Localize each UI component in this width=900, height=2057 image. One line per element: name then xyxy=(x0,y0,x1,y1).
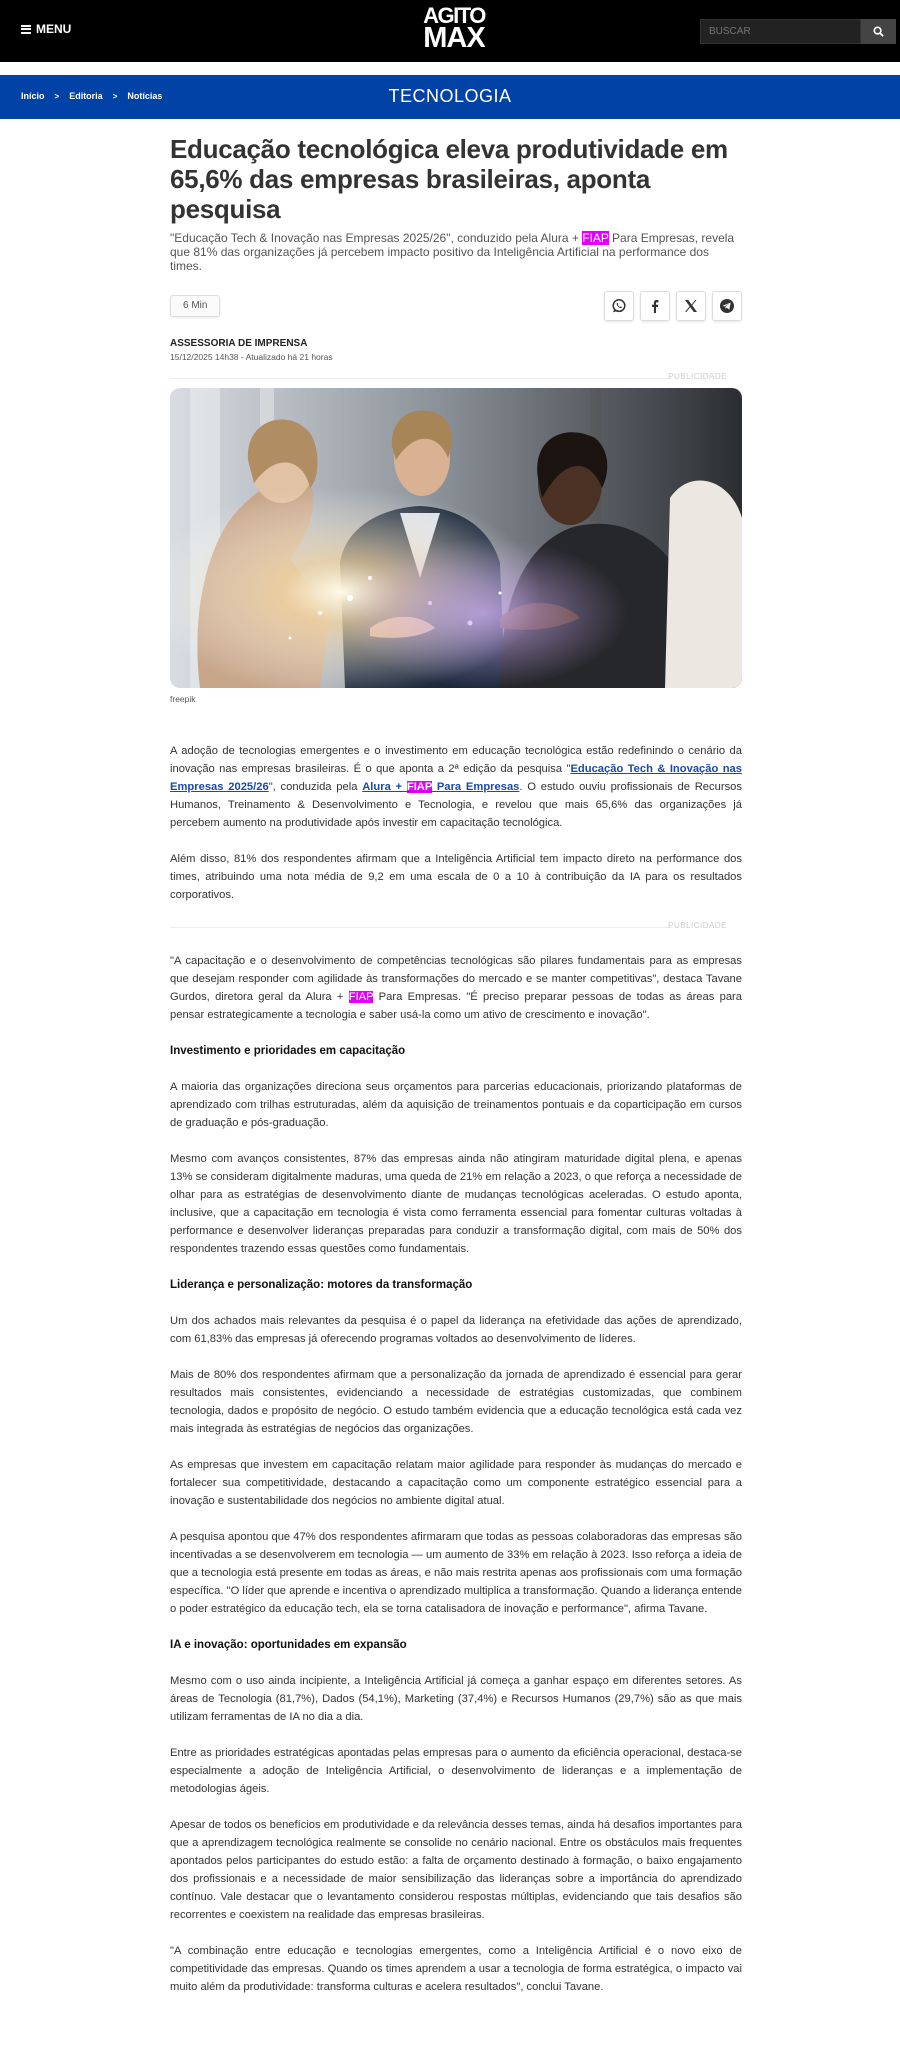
breadcrumb-separator: > xyxy=(112,91,118,101)
ad-slot xyxy=(170,920,742,936)
article-date: 15/12/2025 14h38 - Atualizado há 21 horas xyxy=(170,352,333,362)
logo-line-2: MAX xyxy=(423,22,485,54)
breadcrumb-home[interactable]: Início xyxy=(21,91,45,101)
share-facebook-button[interactable] xyxy=(640,291,670,321)
section-heading: Liderança e personalização: motores da transformação xyxy=(170,1279,473,1291)
section-title: TECNOLOGIA xyxy=(388,86,512,106)
hamburger-icon xyxy=(21,25,31,34)
breadcrumb-noticias[interactable]: Notícias xyxy=(127,91,163,101)
read-time-badge: 6 Min xyxy=(170,295,220,317)
hero-image xyxy=(170,388,742,688)
facebook-icon xyxy=(647,298,663,314)
section-heading: Investimento e prioridades em capacitação xyxy=(170,1045,406,1057)
article-body xyxy=(170,742,742,2014)
article-author[interactable]: ASSESSORIA DE IMPRENSA xyxy=(170,338,308,349)
search-button[interactable] xyxy=(861,19,896,44)
paragraph: As empresas que investem em capacitação relatam maior agilidade para responder às mudanças do mercado e fortalecer sua competitividade, destacando a capacitação como um componente estratégico essencial para a inovação e sustentabilidade dos negócios no ambiente digital atual. xyxy=(170,1459,742,1507)
paragraph: "A capacitação e o desenvolvimento de competências tecnológicas são pilares fundamentais para as empresas que desejam responder com agilidade às transformações do mercado e se manter competitivas", destaca Tavane Gurdos, diretora geral da Alura + FIAP Para Empresas. "É preciso preparar pessoas de todas as áreas para pensar estrategicamente a tecnologia e saber usá-la como um ativo de crescimento e inovação". xyxy=(170,955,742,1021)
share-telegram-button[interactable] xyxy=(712,291,742,321)
x-icon xyxy=(683,298,699,314)
telegram-icon xyxy=(719,298,735,314)
section-bar xyxy=(0,75,900,119)
article-header xyxy=(170,134,742,704)
paragraph: Apesar de todos os benefícios em produtividade e da relevância desses temas, ainda há desafios importantes para que a aprendizagem tecnológica realmente se consolide no cenário nacional. Entre os obstáculos mais frequentes apontados pelos participantes do estudo estão: a falta de orçamento destinado à formação, o baixo engajamento dos profissionais e a necessidade de maior sensibilização das lideranças sobre a importância do aprendizado contínuo. Vale destacar que o levantamento considerou respostas múltiplas, evidenciando que tais desafios são recorrentes e coexistem na realidade das empresas brasileiras. xyxy=(170,1819,742,1921)
image-caption: freepik xyxy=(170,694,196,704)
share-whatsapp-button[interactable] xyxy=(604,291,634,321)
highlight: FIAP xyxy=(582,231,609,245)
hero-photo-illustration xyxy=(170,388,742,688)
alura-fiap-link[interactable]: Alura + FIAP Para Empresas xyxy=(362,781,520,793)
article-subtitle: "Educação Tech & Inovação nas Empresas 2025/26", conduzido pela Alura + FIAP Para Empresas, revela que 81% das organizações já percebem impacto positivo da Inteligência Artificial na performance dos times. xyxy=(170,231,735,273)
whatsapp-icon xyxy=(611,298,627,314)
share-buttons xyxy=(604,291,742,321)
top-header xyxy=(0,0,900,62)
menu-label: MENU xyxy=(36,22,72,36)
paragraph: Um dos achados mais relevantes da pesquisa é o papel da liderança na efetividade das ações de aprendizado, com 61,83% das empresas já oferecendo programas voltados ao desenvolvimento de líderes. xyxy=(170,1315,742,1345)
paragraph: Entre as prioridades estratégicas apontadas pelas empresas para o aumento da eficiência operacional, destaca-se especialmente a adoção de Inteligência Artificial, o desenvolvimento de lideranças e a implementação de metodologias ágeis. xyxy=(170,1747,742,1795)
breadcrumb-editoria[interactable]: Editoria xyxy=(69,91,103,101)
search-box xyxy=(700,19,896,44)
ad-slot xyxy=(170,372,742,386)
paragraph: A adoção de tecnologias emergentes e o investimento em educação tecnológica estão redefinindo o cenário da inovação nas empresas brasileiras. É o que aponta a 2ª edição da pesquisa "Educação Tech & Inovação nas Empresas 2025/26", conduzida pela Alura + FIAP Para Empresas. O estudo ouviu profissionais de Recursos Humanos, Treinamento & Desenvolvimento e Tecnologia, e revelou que mais 65,6% das organizações já percebem aumento na produtividade após investir em capacitação tecnológica. xyxy=(170,745,742,829)
article-title: Educação tecnológica eleva produtividade em 65,6% das empresas brasileiras, aponta pesquisa xyxy=(170,134,728,224)
highlight: FIAP xyxy=(348,991,374,1003)
paragraph: A maioria das organizações direciona seus orçamentos para parcerias educacionais, priorizando plataformas de aprendizado com trilhas estruturadas, além da aquisição de treinamentos pontuais e da coparticipação em cursos de graduação e pós-graduação. xyxy=(170,1081,742,1129)
ad-label: PUBLICIDADE xyxy=(668,921,727,930)
logo-line-1: AGITO xyxy=(423,3,485,28)
breadcrumb-separator: > xyxy=(54,91,60,101)
header-gap xyxy=(0,62,900,75)
paragraph: Mesmo com avanços consistentes, 87% das empresas ainda não atingiram maturidade digital plena, e apenas 13% se consideram digitalmente maduras, uma queda de 21% em relação a 2023, o que reforça a necessidade de olhar para as estratégias de desenvolvimento diante de mudanças tecnológicas aceleradas. O estudo aponta, inclusive, que a capacitação em tecnologia é vista como ferramenta essencial para fomentar culturas voltadas à performance e desenvolver lideranças preparadas para conduzir a transformação digital, com mais de 50% dos respondentes trazendo essas questões como fundamentais. xyxy=(170,1153,742,1255)
paragraph: Além disso, 81% dos respondentes afirmam que a Inteligência Artificial tem impacto direto na performance dos times, atribuindo uma nota média de 9,2 em uma escala de 0 a 10 à contribuição da IA para os resultados corporativos. xyxy=(170,853,742,901)
menu-button[interactable] xyxy=(21,22,71,36)
highlight: FIAP xyxy=(406,781,433,793)
paragraph: "A combinação entre educação e tecnologias emergentes, como a Inteligência Artificial é o novo eixo de competitividade das empresas. Quando os times aprendem a usar a tecnologia de forma estratégica, o impacto vai muito além da produtividade: transforma culturas e acelera resultados", conclui Tavane. xyxy=(170,1945,742,1993)
site-logo[interactable] xyxy=(416,3,492,54)
search-input[interactable] xyxy=(700,19,861,44)
paragraph: Mais de 80% dos respondentes afirmam que a personalização da jornada de aprendizado é essencial para gerar resultados mais consistentes, evidenciando a necessidade de estratégias customizadas, que combinem tecnologia, dados e propósito de negócio. O estudo também evidencia que a educação tecnológica está cada vez mais integrada às estratégias de negócios das organizações. xyxy=(170,1369,742,1435)
share-x-button[interactable] xyxy=(676,291,706,321)
ad-label: PUBLICIDADE xyxy=(668,372,727,381)
search-icon xyxy=(873,26,884,37)
survey-link[interactable]: Educação Tech & Inovação nas Empresas 2025/26 xyxy=(170,763,742,793)
paragraph: Mesmo com o uso ainda incipiente, a Inteligência Artificial já começa a ganhar espaço em diferentes setores. As áreas de Tecnologia (81,7%), Dados (54,1%), Marketing (37,4%) e Recursos Humanos (29,7%) são as que mais utilizam ferramentas de IA no dia a dia. xyxy=(170,1675,742,1723)
article-tools xyxy=(170,291,742,325)
section-heading: IA e inovação: oportunidades em expansão xyxy=(170,1639,407,1651)
paragraph: A pesquisa apontou que 47% dos respondentes afirmaram que todas as pessoas colaboradoras das empresas são incentivadas a se desenvolverem em tecnologia — um aumento de 33% em relação à 2023. Isso reforça a ideia de que a tecnologia está presente em todas as áreas, e não mais restrita apenas aos profissionais com uma formação específica. "O líder que aprende e incentiva o aprendizado multiplica a transformação. Quando a liderança entende o poder estratégico da educação tech, ela se torna catalisadora de inovação e performance", afirma Tavane. xyxy=(170,1531,742,1615)
